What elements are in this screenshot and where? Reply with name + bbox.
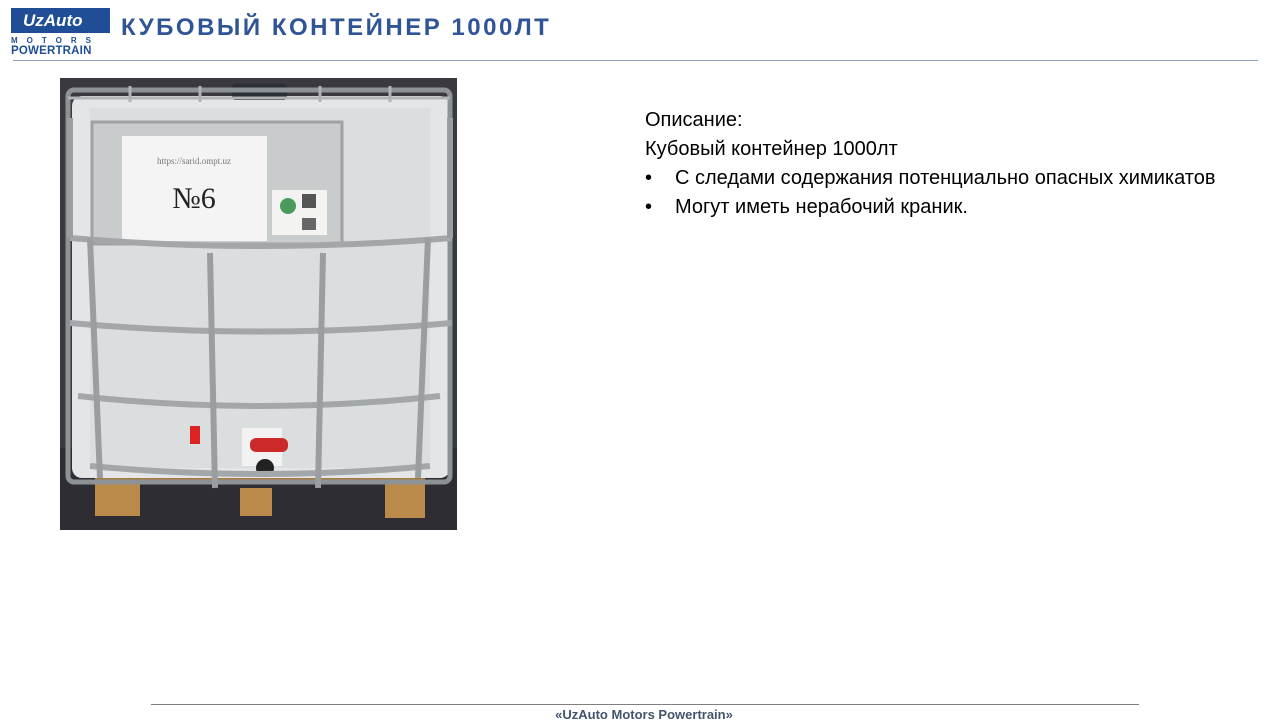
page-title: КУБОВЫЙ КОНТЕЙНЕР 1000ЛТ xyxy=(121,14,552,41)
header-divider xyxy=(13,60,1258,61)
description-subtitle: Кубовый контейнер 1000лт xyxy=(645,138,898,160)
footer-divider xyxy=(151,704,1139,705)
footer-text: «UzAuto Motors Powertrain» xyxy=(555,707,733,722)
bullet-text: Могут иметь нерабочий краник. xyxy=(675,196,968,218)
logo-brand: UzAuto xyxy=(11,8,110,33)
bullet-symbol: • xyxy=(645,196,653,218)
company-logo xyxy=(11,8,110,57)
container-photo xyxy=(60,78,457,530)
bullet-symbol: • xyxy=(645,167,653,189)
list-item xyxy=(645,164,1215,193)
logo-powertrain: POWERTRAIN xyxy=(11,45,92,57)
list-item xyxy=(645,193,1215,222)
logo-motors: MOTORS xyxy=(11,36,100,45)
label-number: №6 xyxy=(172,182,216,215)
description-block xyxy=(645,106,1215,222)
bullet-text: С следами содержания потенциально опасных химикатов xyxy=(675,167,1216,189)
description-heading: Описание: xyxy=(645,109,743,131)
label-url: https://sarid.ompt.uz xyxy=(157,156,231,166)
